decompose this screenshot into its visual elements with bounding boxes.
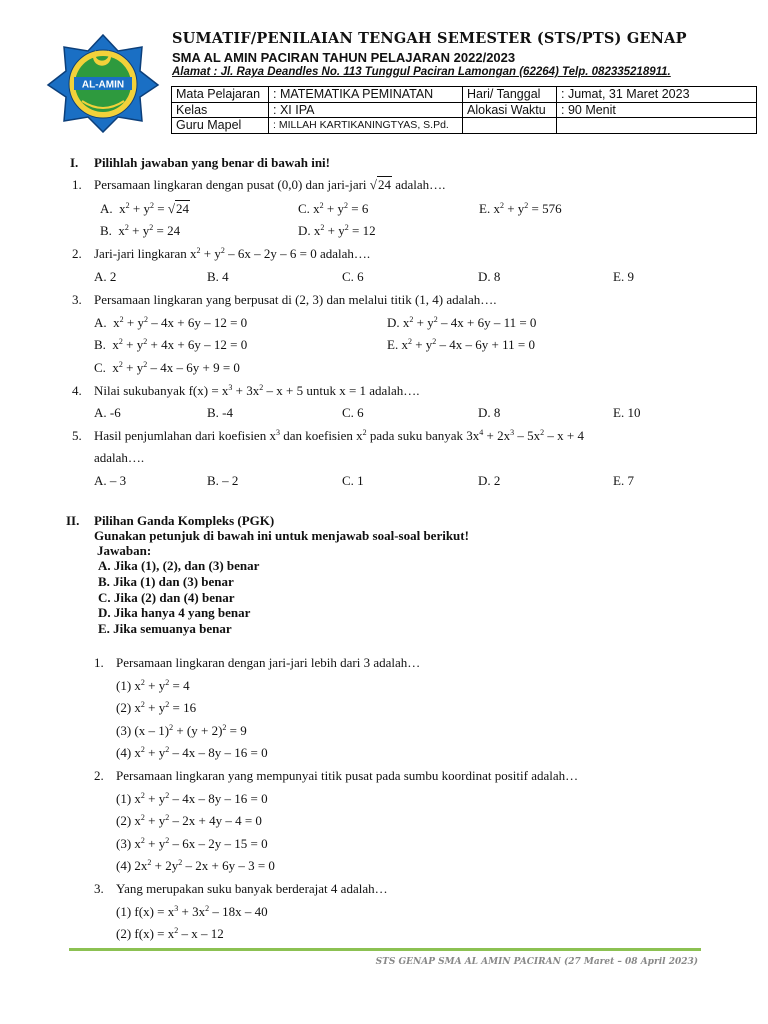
option: C. 1 (342, 473, 364, 488)
question-text-continued: adalah…. (94, 450, 145, 465)
question-text: Persamaan lingkaran yang berpusat di (2, 3) dan melalui titik (1, 4) adalah…. (94, 292, 497, 307)
option: E. 9 (613, 269, 634, 284)
exam-title: SUMATIF/PENILAIAN TENGAH SEMESTER (STS/PTS) GENAP (172, 30, 687, 47)
info-row (172, 87, 757, 103)
answer-key: D. Jika hanya 4 yang benar (98, 605, 251, 620)
option: C. $x^2 + y^2 = 6$ (298, 201, 369, 216)
option: A. 2 (94, 269, 117, 284)
question-number: 1. (72, 177, 82, 192)
question-number: 1. (94, 655, 104, 670)
option: E. $x^2 + y^2 - 4x - 6y + 11 = 0$ (387, 337, 535, 352)
option: B. – 2 (207, 473, 239, 488)
statement: (1) $x^2 + y^2 - 4x - 8y - 16 = 0$ (116, 791, 268, 806)
section-instruction: Gunakan petunjuk di bawah ini untuk menjawab soal-soal berikut! (94, 528, 469, 543)
statement: (3) $x^2 + y^2 - 6x - 2y - 15 = 0$ (116, 836, 268, 851)
statement: (1) $f(x) = x^3 + 3x^2 - 18x - 40$ (116, 904, 268, 919)
info-row (172, 102, 757, 118)
question-text: Persamaan lingkaran dengan jari-jari lebih dari 3 adalah… (116, 655, 421, 670)
info-label: Alokasi Waktu (463, 102, 557, 118)
option: A. $x^2 + y^2 = √24$ (100, 201, 189, 216)
answer-key: E. Jika semuanya benar (98, 621, 232, 636)
option: E. 7 (613, 473, 634, 488)
logo-text: AL-AMIN (81, 79, 125, 91)
sqrt-symbol: √24 (369, 177, 391, 192)
answer-label: Jawaban: (97, 543, 152, 558)
answer-key: B. Jika (1) dan (3) benar (98, 574, 234, 589)
question-text: Persamaan lingkaran dengan pusat (0,0) dan jari-jari √24 adalah…. (94, 177, 446, 192)
option: D. 2 (478, 473, 501, 488)
footer-divider (69, 948, 701, 951)
option: B. $x^2 + y^2 + 4x + 6y - 12 = 0$ (94, 337, 248, 352)
question-text: Jari-jari lingkaran $x^2 + y^2 - 6x - 2y - 6 = 0$ adalah…. (94, 246, 371, 261)
info-label: Guru Mapel (172, 118, 269, 134)
question-number: 3. (94, 881, 104, 896)
question-text: Yang merupakan suku banyak berderajat 4 adalah… (116, 881, 388, 896)
option: C. 6 (342, 405, 364, 420)
option: A. – 3 (94, 473, 127, 488)
section-number: II. (66, 513, 80, 528)
exam-info-table (171, 86, 757, 134)
option: B. $x^2 + y^2 = 24$ (100, 223, 181, 238)
question-number: 2. (72, 246, 82, 261)
school-address: Alamat : Jl. Raya Deandles No. 113 Tunggul Paciran Lamongan (62264) Telp. 082335218911. (172, 66, 671, 78)
option: D. 8 (478, 269, 501, 284)
statement: (3) $(x - 1)^2 + (y + 2)^2 = 9$ (116, 723, 247, 738)
question-number: 3. (72, 292, 82, 307)
statement: (4) $x^2 + y^2 - 4x - 8y - 16 = 0$ (116, 745, 268, 760)
info-value: : XI IPA (269, 102, 463, 118)
question-text: Persamaan lingkaran yang mempunyai titik pusat pada sumbu koordinat positif adalah… (116, 768, 579, 783)
option: C. $x^2 + y^2 - 4x - 6y + 9 = 0$ (94, 360, 240, 375)
info-row (172, 118, 757, 134)
question-number: 5. (72, 428, 82, 443)
statement: (2) $x^2 + y^2 = 16$ (116, 700, 197, 715)
school-logo (46, 33, 160, 133)
question-number: 2. (94, 768, 104, 783)
option: C. 6 (342, 269, 364, 284)
question-text: Nilai sukubanyak $f(x) = x^3 + 3x^2 - x + 5$ untuk x = 1 adalah…. (94, 383, 420, 398)
answer-key: C. Jika (2) dan (4) benar (98, 590, 235, 605)
school-name: SMA AL AMIN PACIRAN TAHUN PELAJARAN 2022/2023 (172, 50, 516, 65)
option: B. -4 (207, 405, 233, 420)
footer-text: STS GENAP SMA AL AMIN PACIRAN (27 Maret – 08 April 2023) (375, 957, 698, 967)
statement: (2) $x^2 + y^2 - 2x + 4y - 4 = 0$ (116, 813, 262, 828)
info-value: : Jumat, 31 Maret 2023 (557, 87, 757, 103)
info-label: Mata Pelajaran (172, 87, 269, 103)
option: B. 4 (207, 269, 229, 284)
info-value: : 90 Menit (557, 102, 757, 118)
info-label: Kelas (172, 102, 269, 118)
statement: (2) $f(x) = x^2 - x - 12$ (116, 926, 224, 941)
option: D. $x^2 + y^2 = 12$ (298, 223, 376, 238)
option: D. 8 (478, 405, 501, 420)
question-text: Hasil penjumlahan dari koefisien $x^3$ dan koefisien $x^2$ pada suku banyak $3x^4 + 2x^3 - 5x^2 - x + 4$ (94, 428, 584, 443)
section-title: Pilihan Ganda Kompleks (PGK) (94, 513, 275, 528)
option: A. -6 (94, 405, 121, 420)
info-label (463, 118, 557, 134)
answer-key: A. Jika (1), (2), dan (3) benar (98, 558, 260, 573)
option: A. $x^2 + y^2 - 4x + 6y - 12 = 0$ (94, 315, 248, 330)
info-label: Hari/ Tanggal (463, 87, 557, 103)
section-title: Pilihlah jawaban yang benar di bawah ini! (94, 155, 330, 170)
section-number: I. (70, 155, 79, 170)
option: D. $x^2 + y^2 - 4x + 6y - 11 = 0$ (387, 315, 537, 330)
info-value (557, 118, 757, 134)
option: E. $x^2 + y^2 = 576$ (479, 201, 562, 216)
info-value: : MATEMATIKA PEMINATAN (269, 87, 463, 103)
info-value: : MILLAH KARTIKANINGTYAS, S.Pd. (269, 118, 463, 134)
statement: (1) $x^2 + y^2 = 4$ (116, 678, 190, 693)
question-number: 4. (72, 383, 82, 398)
option: E. 10 (613, 405, 641, 420)
statement: (4) $2x^2 + 2y^2 - 2x + 6y - 3 = 0$ (116, 858, 275, 873)
